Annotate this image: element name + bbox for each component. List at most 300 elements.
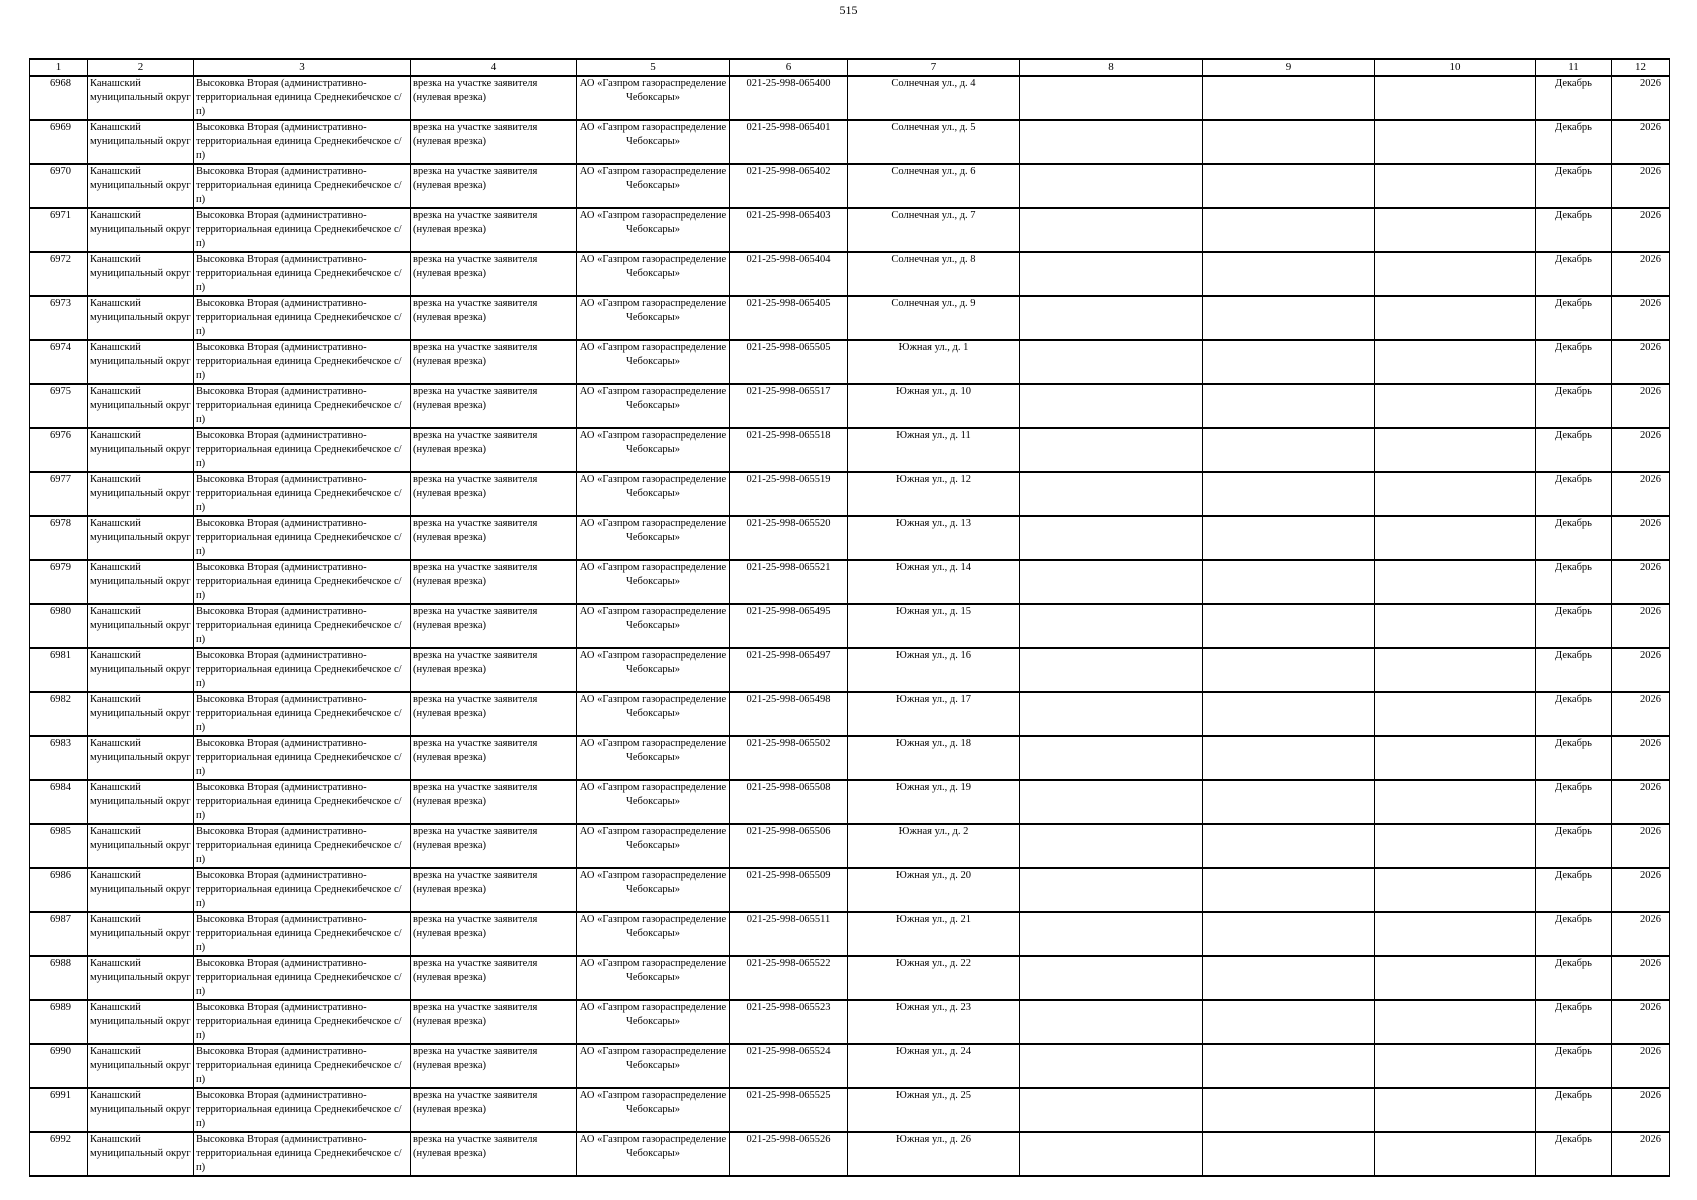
address-cell bbox=[848, 1132, 1020, 1176]
connection-method-cell-text: врезка на участке заявителя (нулевая врезка) bbox=[413, 518, 538, 543]
connection-method-cell bbox=[411, 472, 577, 516]
month-cell-text: Декабрь bbox=[1555, 958, 1592, 969]
address-cell bbox=[848, 76, 1020, 120]
year-cell bbox=[1612, 692, 1670, 736]
district-cell bbox=[88, 1044, 194, 1088]
settlement-cell bbox=[194, 252, 411, 296]
connection-method-cell bbox=[411, 428, 577, 472]
month-cell-text: Декабрь bbox=[1555, 122, 1592, 133]
column-10-cell bbox=[1375, 736, 1536, 780]
organization-cell-text: АО «Газпром газораспределение Чебоксары» bbox=[579, 122, 727, 147]
district-cell-text: Канашский муниципальный округ bbox=[90, 1090, 191, 1115]
column-10-cell-text bbox=[1377, 1089, 1533, 1131]
organization-cell-text: АО «Газпром газораспределение Чебоксары» bbox=[579, 782, 727, 807]
address-cell bbox=[848, 340, 1020, 384]
organization-cell bbox=[577, 164, 730, 208]
connection-method-cell bbox=[411, 648, 577, 692]
column-10-cell-text bbox=[1377, 1133, 1533, 1175]
settlement-cell-text: Высоковка Вторая (административно-территориальная единица Среднекибечское с/п) bbox=[196, 1046, 402, 1085]
connection-method-cell-text: врезка на участке заявителя (нулевая врезка) bbox=[413, 562, 538, 587]
column-8-cell-text bbox=[1022, 693, 1200, 735]
row-number-cell-text: 6989 bbox=[50, 1002, 71, 1013]
year-cell-text: 2026 bbox=[1640, 1134, 1661, 1145]
year-cell-text: 2026 bbox=[1640, 430, 1661, 441]
object-code-cell bbox=[730, 736, 848, 780]
connection-method-cell-text: врезка на участке заявителя (нулевая врезка) bbox=[413, 1090, 538, 1115]
organization-cell bbox=[577, 824, 730, 868]
district-cell bbox=[88, 428, 194, 472]
year-cell-text: 2026 bbox=[1640, 254, 1661, 265]
district-cell-text: Канашский муниципальный округ bbox=[90, 386, 191, 411]
column-8-cell bbox=[1020, 120, 1203, 164]
column-10-cell bbox=[1375, 208, 1536, 252]
year-cell-text: 2026 bbox=[1640, 210, 1661, 221]
row-number-cell bbox=[30, 956, 88, 1000]
district-cell-text: Канашский муниципальный округ bbox=[90, 650, 191, 675]
month-cell bbox=[1536, 384, 1612, 428]
object-code-cell bbox=[730, 384, 848, 428]
address-cell-text: Южная ул., д. 17 bbox=[896, 694, 971, 705]
district-cell-text: Канашский муниципальный округ bbox=[90, 826, 191, 851]
address-cell-text: Южная ул., д. 21 bbox=[896, 914, 971, 925]
district-cell-text: Канашский муниципальный округ bbox=[90, 342, 191, 367]
organization-cell-text: АО «Газпром газораспределение Чебоксары» bbox=[579, 1002, 727, 1027]
object-code-cell bbox=[730, 340, 848, 384]
row-number-cell bbox=[30, 164, 88, 208]
column-9-cell bbox=[1203, 252, 1375, 296]
connection-method-cell-text: врезка на участке заявителя (нулевая врезка) bbox=[413, 606, 538, 631]
month-cell bbox=[1536, 780, 1612, 824]
year-cell bbox=[1612, 780, 1670, 824]
connection-method-cell-text: врезка на участке заявителя (нулевая врезка) bbox=[413, 650, 538, 675]
row-number-cell bbox=[30, 1044, 88, 1088]
connection-method-cell bbox=[411, 824, 577, 868]
column-8-cell-text bbox=[1022, 517, 1200, 559]
address-cell bbox=[848, 1000, 1020, 1044]
row-number-cell-text: 6985 bbox=[50, 826, 71, 837]
object-code-cell-text: 021-25-998-065495 bbox=[746, 606, 831, 617]
column-9-cell-text bbox=[1205, 737, 1372, 779]
table-row bbox=[30, 76, 1670, 120]
row-number-cell bbox=[30, 868, 88, 912]
connection-method-cell-text: врезка на участке заявителя (нулевая врезка) bbox=[413, 166, 538, 191]
row-number-cell-text: 6969 bbox=[50, 122, 71, 133]
address-cell-text: Солнечная ул., д. 8 bbox=[891, 254, 976, 265]
settlement-cell-text: Высоковка Вторая (административно-территориальная единица Среднекибечское с/п) bbox=[196, 606, 402, 645]
address-cell-text: Южная ул., д. 23 bbox=[896, 1002, 971, 1013]
table-row bbox=[30, 736, 1670, 780]
settlement-cell bbox=[194, 76, 411, 120]
column-9-cell bbox=[1203, 164, 1375, 208]
object-code-cell-text: 021-25-998-065498 bbox=[746, 694, 831, 705]
object-code-cell bbox=[730, 824, 848, 868]
row-number-cell-text: 6972 bbox=[50, 254, 71, 265]
column-8-cell-text bbox=[1022, 605, 1200, 647]
settlement-cell bbox=[194, 560, 411, 604]
connection-method-cell-text: врезка на участке заявителя (нулевая врезка) bbox=[413, 1134, 538, 1159]
address-cell bbox=[848, 824, 1020, 868]
month-cell-text: Декабрь bbox=[1555, 1090, 1592, 1101]
organization-cell-text: АО «Газпром газораспределение Чебоксары» bbox=[579, 166, 727, 191]
year-cell bbox=[1612, 604, 1670, 648]
year-cell bbox=[1612, 868, 1670, 912]
year-cell bbox=[1612, 472, 1670, 516]
district-cell bbox=[88, 516, 194, 560]
organization-cell bbox=[577, 1088, 730, 1132]
object-code-cell bbox=[730, 692, 848, 736]
year-cell-text: 2026 bbox=[1640, 826, 1661, 837]
organization-cell bbox=[577, 428, 730, 472]
table-row bbox=[30, 648, 1670, 692]
month-cell bbox=[1536, 604, 1612, 648]
month-cell bbox=[1536, 296, 1612, 340]
data-table bbox=[29, 58, 1670, 1177]
month-cell bbox=[1536, 824, 1612, 868]
district-cell bbox=[88, 1000, 194, 1044]
table-row bbox=[30, 340, 1670, 384]
year-cell bbox=[1612, 1044, 1670, 1088]
organization-cell bbox=[577, 120, 730, 164]
column-8-cell bbox=[1020, 912, 1203, 956]
address-cell-text: Южная ул., д. 24 bbox=[896, 1046, 971, 1057]
row-number-cell-text: 6980 bbox=[50, 606, 71, 617]
column-9-cell bbox=[1203, 428, 1375, 472]
month-cell bbox=[1536, 340, 1612, 384]
month-cell-text: Декабрь bbox=[1555, 254, 1592, 265]
connection-method-cell bbox=[411, 868, 577, 912]
organization-cell-text: АО «Газпром газораспределение Чебоксары» bbox=[579, 1046, 727, 1071]
column-8-cell-text bbox=[1022, 649, 1200, 691]
year-cell-text: 2026 bbox=[1640, 474, 1661, 485]
year-cell bbox=[1612, 76, 1670, 120]
organization-cell-text: АО «Газпром газораспределение Чебоксары» bbox=[579, 650, 727, 675]
settlement-cell bbox=[194, 120, 411, 164]
year-cell-text: 2026 bbox=[1640, 1046, 1661, 1057]
organization-cell bbox=[577, 384, 730, 428]
organization-cell bbox=[577, 340, 730, 384]
column-9-cell-text bbox=[1205, 781, 1372, 823]
column-10-cell-text bbox=[1377, 517, 1533, 559]
column-10-cell bbox=[1375, 604, 1536, 648]
connection-method-cell bbox=[411, 384, 577, 428]
column-header: 7 bbox=[848, 59, 1020, 76]
object-code-cell bbox=[730, 296, 848, 340]
object-code-cell bbox=[730, 1088, 848, 1132]
column-9-cell bbox=[1203, 1132, 1375, 1176]
column-10-cell-text bbox=[1377, 473, 1533, 515]
district-cell-text: Канашский муниципальный округ bbox=[90, 870, 191, 895]
column-header: 5 bbox=[577, 59, 730, 76]
organization-cell-text: АО «Газпром газораспределение Чебоксары» bbox=[579, 342, 727, 367]
column-10-cell bbox=[1375, 1044, 1536, 1088]
column-8-cell-text bbox=[1022, 165, 1200, 207]
connection-method-cell-text: врезка на участке заявителя (нулевая врезка) bbox=[413, 254, 538, 279]
year-cell-text: 2026 bbox=[1640, 870, 1661, 881]
district-cell-text: Канашский муниципальный округ bbox=[90, 474, 191, 499]
organization-cell bbox=[577, 252, 730, 296]
address-cell bbox=[848, 120, 1020, 164]
column-10-cell bbox=[1375, 76, 1536, 120]
month-cell bbox=[1536, 1044, 1612, 1088]
connection-method-cell-text: врезка на участке заявителя (нулевая врезка) bbox=[413, 958, 538, 983]
column-8-cell bbox=[1020, 604, 1203, 648]
month-cell-text: Декабрь bbox=[1555, 650, 1592, 661]
column-10-cell-text bbox=[1377, 913, 1533, 955]
column-8-cell bbox=[1020, 1044, 1203, 1088]
object-code-cell-text: 021-25-998-065522 bbox=[746, 958, 831, 969]
column-10-cell-text bbox=[1377, 649, 1533, 691]
column-10-cell bbox=[1375, 956, 1536, 1000]
district-cell-text: Канашский муниципальный округ bbox=[90, 1046, 191, 1071]
column-10-cell-text bbox=[1377, 693, 1533, 735]
object-code-cell bbox=[730, 560, 848, 604]
settlement-cell bbox=[194, 736, 411, 780]
organization-cell-text: АО «Газпром газораспределение Чебоксары» bbox=[579, 562, 727, 587]
settlement-cell-text: Высоковка Вторая (административно-территориальная единица Среднекибечское с/п) bbox=[196, 1002, 402, 1041]
address-cell-text: Солнечная ул., д. 6 bbox=[891, 166, 976, 177]
year-cell bbox=[1612, 428, 1670, 472]
object-code-cell bbox=[730, 868, 848, 912]
column-9-cell-text bbox=[1205, 517, 1372, 559]
column-header: 2 bbox=[88, 59, 194, 76]
object-code-cell-text: 021-25-998-065506 bbox=[746, 826, 831, 837]
month-cell-text: Декабрь bbox=[1555, 210, 1592, 221]
column-10-cell-text bbox=[1377, 209, 1533, 251]
month-cell bbox=[1536, 164, 1612, 208]
settlement-cell bbox=[194, 648, 411, 692]
column-10-cell-text bbox=[1377, 781, 1533, 823]
district-cell-text: Канашский муниципальный округ bbox=[90, 122, 191, 147]
column-10-cell bbox=[1375, 296, 1536, 340]
connection-method-cell-text: врезка на участке заявителя (нулевая врезка) bbox=[413, 782, 538, 807]
object-code-cell bbox=[730, 208, 848, 252]
column-8-cell bbox=[1020, 472, 1203, 516]
organization-cell bbox=[577, 912, 730, 956]
connection-method-cell-text: врезка на участке заявителя (нулевая врезка) bbox=[413, 122, 538, 147]
object-code-cell bbox=[730, 120, 848, 164]
month-cell bbox=[1536, 560, 1612, 604]
table-row bbox=[30, 120, 1670, 164]
address-cell bbox=[848, 384, 1020, 428]
district-cell bbox=[88, 1088, 194, 1132]
year-cell bbox=[1612, 208, 1670, 252]
object-code-cell bbox=[730, 912, 848, 956]
column-8-cell-text bbox=[1022, 297, 1200, 339]
column-9-cell bbox=[1203, 208, 1375, 252]
object-code-cell-text: 021-25-998-065519 bbox=[746, 474, 831, 485]
object-code-cell bbox=[730, 1044, 848, 1088]
address-cell-text: Южная ул., д. 11 bbox=[896, 430, 971, 441]
column-10-cell-text bbox=[1377, 297, 1533, 339]
row-number-cell bbox=[30, 516, 88, 560]
column-8-cell-text bbox=[1022, 913, 1200, 955]
object-code-cell bbox=[730, 76, 848, 120]
connection-method-cell bbox=[411, 956, 577, 1000]
table-row bbox=[30, 956, 1670, 1000]
settlement-cell-text: Высоковка Вторая (административно-территориальная единица Среднекибечское с/п) bbox=[196, 1090, 402, 1129]
district-cell-text: Канашский муниципальный округ bbox=[90, 298, 191, 323]
column-8-cell-text bbox=[1022, 473, 1200, 515]
row-number-cell bbox=[30, 1088, 88, 1132]
column-8-cell bbox=[1020, 956, 1203, 1000]
header-row bbox=[30, 59, 1670, 76]
settlement-cell-text: Высоковка Вторая (административно-территориальная единица Среднекибечское с/п) bbox=[196, 474, 402, 513]
settlement-cell-text: Высоковка Вторая (административно-территориальная единица Среднекибечское с/п) bbox=[196, 166, 402, 205]
address-cell bbox=[848, 780, 1020, 824]
year-cell-text: 2026 bbox=[1640, 386, 1661, 397]
table-row bbox=[30, 1088, 1670, 1132]
settlement-cell bbox=[194, 780, 411, 824]
connection-method-cell-text: врезка на участке заявителя (нулевая врезка) bbox=[413, 78, 538, 103]
row-number-cell-text: 6970 bbox=[50, 166, 71, 177]
row-number-cell bbox=[30, 648, 88, 692]
column-10-cell bbox=[1375, 868, 1536, 912]
organization-cell bbox=[577, 208, 730, 252]
district-cell-text: Канашский муниципальный округ bbox=[90, 1002, 191, 1027]
column-8-cell-text bbox=[1022, 957, 1200, 999]
month-cell-text: Декабрь bbox=[1555, 342, 1592, 353]
address-cell bbox=[848, 692, 1020, 736]
year-cell bbox=[1612, 824, 1670, 868]
connection-method-cell bbox=[411, 120, 577, 164]
settlement-cell bbox=[194, 472, 411, 516]
column-9-cell-text bbox=[1205, 77, 1372, 119]
year-cell bbox=[1612, 340, 1670, 384]
object-code-cell bbox=[730, 1132, 848, 1176]
column-10-cell bbox=[1375, 428, 1536, 472]
district-cell bbox=[88, 472, 194, 516]
column-9-cell-text bbox=[1205, 165, 1372, 207]
organization-cell bbox=[577, 472, 730, 516]
object-code-cell-text: 021-25-998-065402 bbox=[746, 166, 831, 177]
district-cell-text: Канашский муниципальный округ bbox=[90, 518, 191, 543]
connection-method-cell-text: врезка на участке заявителя (нулевая врезка) bbox=[413, 914, 538, 939]
row-number-cell bbox=[30, 252, 88, 296]
object-code-cell bbox=[730, 956, 848, 1000]
settlement-cell bbox=[194, 208, 411, 252]
column-9-cell bbox=[1203, 868, 1375, 912]
row-number-cell bbox=[30, 428, 88, 472]
month-cell-text: Декабрь bbox=[1555, 1134, 1592, 1145]
column-9-cell-text bbox=[1205, 649, 1372, 691]
organization-cell bbox=[577, 604, 730, 648]
district-cell-text: Канашский муниципальный округ bbox=[90, 166, 191, 191]
organization-cell-text: АО «Газпром газораспределение Чебоксары» bbox=[579, 1090, 727, 1115]
year-cell bbox=[1612, 120, 1670, 164]
district-cell-text: Канашский муниципальный округ bbox=[90, 738, 191, 763]
row-number-cell-text: 6988 bbox=[50, 958, 71, 969]
table-row bbox=[30, 516, 1670, 560]
settlement-cell-text: Высоковка Вторая (административно-территориальная единица Среднекибечское с/п) bbox=[196, 694, 402, 733]
district-cell bbox=[88, 208, 194, 252]
month-cell bbox=[1536, 76, 1612, 120]
table-row bbox=[30, 208, 1670, 252]
address-cell-text: Южная ул., д. 10 bbox=[896, 386, 971, 397]
settlement-cell bbox=[194, 340, 411, 384]
object-code-cell bbox=[730, 164, 848, 208]
column-8-cell-text bbox=[1022, 1089, 1200, 1131]
column-10-cell bbox=[1375, 1000, 1536, 1044]
column-10-cell bbox=[1375, 780, 1536, 824]
object-code-cell-text: 021-25-998-065403 bbox=[746, 210, 831, 221]
organization-cell bbox=[577, 1000, 730, 1044]
object-code-cell-text: 021-25-998-065524 bbox=[746, 1046, 831, 1057]
column-10-cell bbox=[1375, 164, 1536, 208]
district-cell bbox=[88, 604, 194, 648]
table-row bbox=[30, 1000, 1670, 1044]
year-cell-text: 2026 bbox=[1640, 738, 1661, 749]
settlement-cell bbox=[194, 1000, 411, 1044]
column-9-cell bbox=[1203, 1044, 1375, 1088]
column-10-cell bbox=[1375, 340, 1536, 384]
organization-cell bbox=[577, 76, 730, 120]
year-cell-text: 2026 bbox=[1640, 606, 1661, 617]
column-header: 10 bbox=[1375, 59, 1536, 76]
column-9-cell-text bbox=[1205, 1001, 1372, 1043]
organization-cell bbox=[577, 1132, 730, 1176]
organization-cell-text: АО «Газпром газораспределение Чебоксары» bbox=[579, 518, 727, 543]
organization-cell-text: АО «Газпром газораспределение Чебоксары» bbox=[579, 914, 727, 939]
column-9-cell bbox=[1203, 956, 1375, 1000]
column-10-cell bbox=[1375, 1088, 1536, 1132]
column-9-cell-text bbox=[1205, 253, 1372, 295]
month-cell bbox=[1536, 208, 1612, 252]
column-10-cell-text bbox=[1377, 737, 1533, 779]
table-row bbox=[30, 604, 1670, 648]
connection-method-cell-text: врезка на участке заявителя (нулевая врезка) bbox=[413, 298, 538, 323]
year-cell bbox=[1612, 912, 1670, 956]
column-header: 8 bbox=[1020, 59, 1203, 76]
district-cell bbox=[88, 648, 194, 692]
connection-method-cell-text: врезка на участке заявителя (нулевая врезка) bbox=[413, 694, 538, 719]
object-code-cell bbox=[730, 252, 848, 296]
column-8-cell-text bbox=[1022, 825, 1200, 867]
address-cell-text: Солнечная ул., д. 4 bbox=[891, 78, 976, 89]
object-code-cell-text: 021-25-998-065525 bbox=[746, 1090, 831, 1101]
row-number-cell bbox=[30, 1000, 88, 1044]
column-9-cell-text bbox=[1205, 209, 1372, 251]
connection-method-cell bbox=[411, 560, 577, 604]
address-cell-text: Южная ул., д. 12 bbox=[896, 474, 971, 485]
connection-method-cell bbox=[411, 1000, 577, 1044]
settlement-cell bbox=[194, 868, 411, 912]
address-cell-text: Южная ул., д. 20 bbox=[896, 870, 971, 881]
district-cell bbox=[88, 692, 194, 736]
column-10-cell-text bbox=[1377, 429, 1533, 471]
organization-cell bbox=[577, 692, 730, 736]
connection-method-cell bbox=[411, 1132, 577, 1176]
object-code-cell bbox=[730, 516, 848, 560]
address-cell bbox=[848, 648, 1020, 692]
connection-method-cell bbox=[411, 296, 577, 340]
column-10-cell bbox=[1375, 648, 1536, 692]
table-row bbox=[30, 252, 1670, 296]
connection-method-cell bbox=[411, 208, 577, 252]
settlement-cell-text: Высоковка Вторая (административно-территориальная единица Среднекибечское с/п) bbox=[196, 782, 402, 821]
address-cell bbox=[848, 516, 1020, 560]
district-cell-text: Канашский муниципальный округ bbox=[90, 430, 191, 455]
column-10-cell bbox=[1375, 560, 1536, 604]
table-row bbox=[30, 912, 1670, 956]
column-header: 1 bbox=[30, 59, 88, 76]
object-code-cell-text: 021-25-998-065520 bbox=[746, 518, 831, 529]
month-cell bbox=[1536, 1132, 1612, 1176]
column-8-cell-text bbox=[1022, 121, 1200, 163]
table-row bbox=[30, 472, 1670, 516]
connection-method-cell bbox=[411, 516, 577, 560]
row-number-cell-text: 6991 bbox=[50, 1090, 71, 1101]
settlement-cell-text: Высоковка Вторая (административно-территориальная единица Среднекибечское с/п) bbox=[196, 78, 402, 117]
